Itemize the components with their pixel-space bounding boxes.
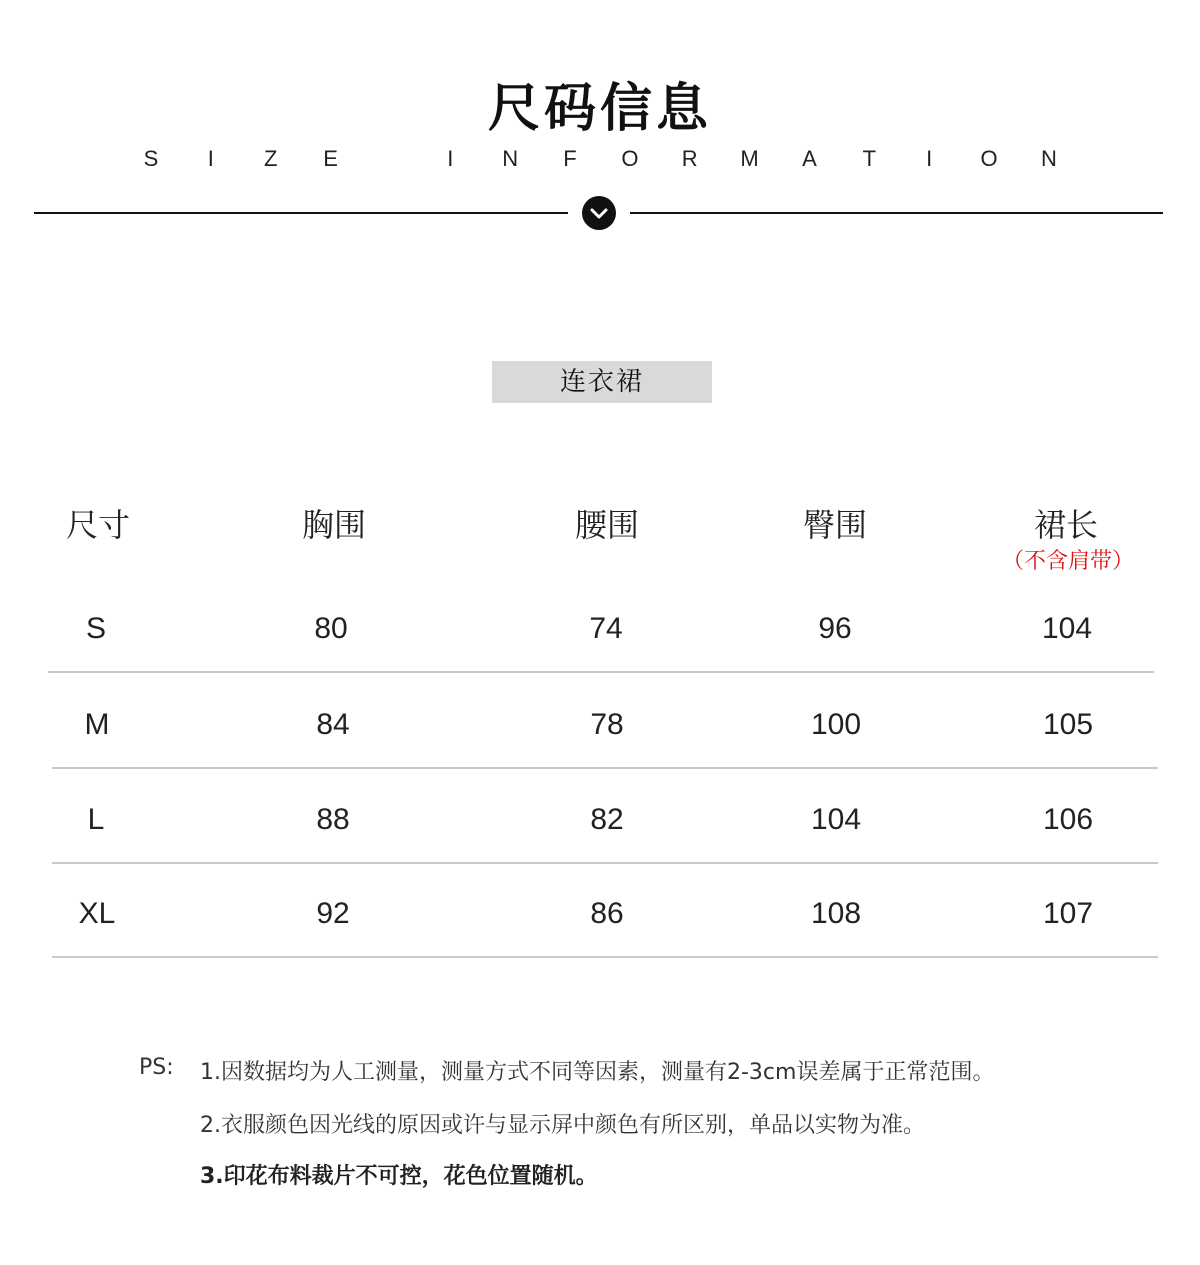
table-cell: 92 xyxy=(316,897,350,930)
subtitle-letter: S xyxy=(143,146,159,171)
table-cell: 104 xyxy=(1041,612,1093,645)
section-label: 连衣裙 xyxy=(492,361,712,403)
table-cell: 84 xyxy=(316,708,350,741)
note-line-3: 3.印花布料裁片不可控，花色位置随机。 xyxy=(200,1164,598,1189)
table-cell: 107 xyxy=(1042,897,1094,930)
subtitle-letter: M xyxy=(740,146,759,171)
table-cell: 105 xyxy=(1042,708,1094,741)
table-cell: 104 xyxy=(810,803,862,836)
page-subtitle xyxy=(140,146,1060,174)
subtitle-letter: A xyxy=(802,146,817,171)
subtitle-letter: N xyxy=(502,146,519,171)
subtitle-letter: E xyxy=(323,146,338,171)
subtitle-gap xyxy=(379,146,401,174)
subtitle-letter: I xyxy=(207,146,214,171)
row-divider xyxy=(52,956,1158,958)
table-cell: 80 xyxy=(314,612,348,645)
subtitle-letter: I xyxy=(447,146,454,171)
header-waist: 腰围 xyxy=(574,506,639,544)
table-cell: 100 xyxy=(810,708,862,741)
table-cell: 78 xyxy=(590,708,624,741)
table-cell: L xyxy=(87,803,105,836)
header-divider-right xyxy=(630,212,1163,214)
header-size: 尺寸 xyxy=(65,506,130,544)
note-line-1: 1.因数据均为人工测量，测量方式不同等因素，测量有2-3cm误差属于正常范围。 xyxy=(200,1060,995,1085)
subtitle-letter: T xyxy=(862,146,877,171)
header-hip: 臀围 xyxy=(802,506,867,544)
row-divider xyxy=(52,862,1158,864)
subtitle-letter: R xyxy=(681,146,698,171)
table-cell: 82 xyxy=(590,803,624,836)
row-divider xyxy=(52,767,1158,769)
subtitle-letter: F xyxy=(563,146,577,171)
subtitle-letter: N xyxy=(1040,146,1057,171)
table-cell: 86 xyxy=(590,897,624,930)
subtitle-letter: O xyxy=(980,146,998,171)
subtitle-letter: I xyxy=(926,146,933,171)
chevron-down-icon xyxy=(582,196,616,230)
table-cell: XL xyxy=(78,897,116,930)
notes-ps-label: PS: xyxy=(139,1055,174,1080)
table-cell: 74 xyxy=(589,612,623,645)
header-length-note: （不含肩带） xyxy=(1001,549,1134,574)
table-cell: 108 xyxy=(810,897,862,930)
subtitle-letter: Z xyxy=(263,146,278,171)
table-cell: 106 xyxy=(1042,803,1094,836)
note-line-2: 2.衣服颜色因光线的原因或许与显示屏中颜色有所区别，单品以实物为准。 xyxy=(200,1113,925,1138)
header-divider-left xyxy=(34,212,568,214)
table-cell: 88 xyxy=(316,803,350,836)
table-cell: M xyxy=(84,708,110,741)
row-divider xyxy=(48,671,1154,673)
header-bust: 胸围 xyxy=(301,506,366,544)
table-cell: S xyxy=(85,612,106,645)
subtitle-letter: O xyxy=(621,146,639,171)
page-title: 尺码信息 xyxy=(487,79,712,139)
header-length: 裙长 xyxy=(1033,506,1098,544)
table-cell: 96 xyxy=(818,612,852,645)
